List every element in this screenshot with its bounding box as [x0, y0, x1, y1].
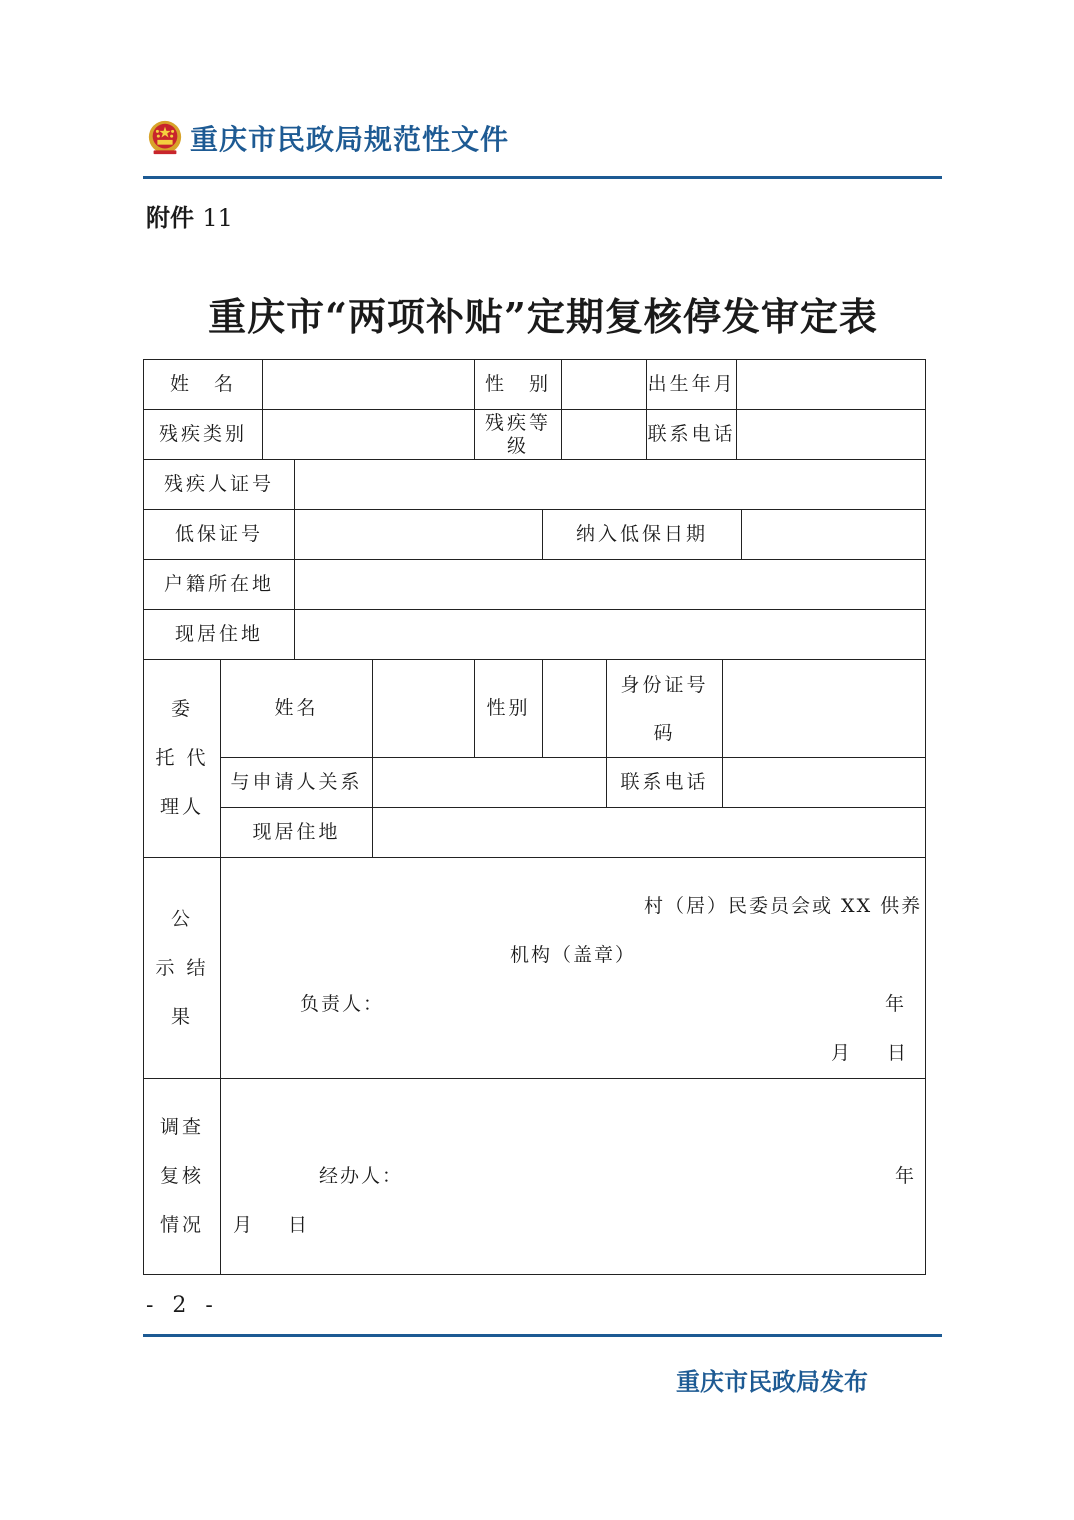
residence-value-cell[interactable] — [295, 610, 926, 660]
survey-year-label: 年 — [895, 1165, 917, 1187]
table-row — [144, 1079, 926, 1275]
national-emblem-icon — [146, 119, 184, 157]
household-label: 户籍所在地 — [144, 560, 295, 610]
agent-section-label — [144, 660, 221, 858]
disability-type-value-cell[interactable] — [263, 410, 475, 460]
table-row — [144, 560, 926, 610]
agent-name-value-cell[interactable] — [373, 660, 475, 758]
table-row — [144, 410, 926, 460]
attachment-number: 11 — [202, 204, 233, 232]
document-title: 重庆市“两项补贴”定期复核停发审定表 — [208, 294, 878, 339]
name-label: 姓 名 — [144, 360, 263, 410]
agent-id-label-line2: 码 — [653, 721, 676, 744]
agent-gender-value-cell[interactable] — [543, 660, 607, 758]
publicity-section-label — [144, 858, 221, 1079]
residence-label: 现居住地 — [144, 610, 295, 660]
header-divider — [143, 176, 942, 179]
disability-level-label: 残疾等级 — [475, 410, 562, 460]
publicity-month-label: 月 — [831, 1042, 853, 1064]
dibao-cert-value-cell[interactable] — [295, 510, 543, 560]
survey-label-line3: 情况 — [159, 1214, 204, 1236]
publicity-org-line1: 村（居）民委员会或 XX 供养 — [644, 895, 923, 917]
survey-day-label: 日 — [288, 1214, 310, 1236]
publicity-label-line1: 公 — [170, 907, 193, 930]
publicity-person-label: 负责人： — [300, 993, 385, 1015]
agent-name-label: 姓名 — [221, 660, 373, 758]
agent-residence-label: 现居住地 — [221, 808, 373, 858]
agent-id-label — [607, 660, 723, 758]
agent-id-label-line1: 身份证号 — [620, 673, 709, 696]
agent-residence-value-cell[interactable] — [373, 808, 926, 858]
header-title: 重庆市民政局规范性文件 — [190, 123, 510, 156]
phone-value-cell[interactable] — [737, 410, 926, 460]
publicity-day-label: 日 — [887, 1042, 909, 1064]
survey-label-line1: 调查 — [159, 1116, 204, 1138]
agent-label-line2: 托 代 — [155, 747, 209, 769]
survey-handler-label: 经办人： — [319, 1165, 404, 1187]
agent-relation-label: 与申请人关系 — [221, 758, 373, 808]
review-form-table — [143, 359, 926, 1275]
publicity-org-line2: 机构（盖章） — [510, 944, 637, 966]
gender-value-cell[interactable] — [562, 360, 647, 410]
table-row — [144, 808, 926, 858]
survey-review-cell[interactable] — [221, 1079, 926, 1275]
birth-label: 出生年月 — [647, 360, 737, 410]
gender-label: 性 别 — [475, 360, 562, 410]
disability-cert-value-cell[interactable] — [295, 460, 926, 510]
dibao-date-value-cell[interactable] — [742, 510, 926, 560]
attachment-label — [146, 198, 233, 233]
agent-id-value-cell[interactable] — [723, 660, 926, 758]
agent-label-line1: 委 — [170, 698, 193, 720]
table-row — [144, 510, 926, 560]
survey-section-label — [144, 1079, 221, 1275]
disability-cert-label: 残疾人证号 — [144, 460, 295, 510]
table-row — [144, 758, 926, 808]
dibao-cert-label: 低保证号 — [144, 510, 295, 560]
publicity-year-label: 年 — [885, 993, 907, 1015]
agent-gender-label: 性别 — [475, 660, 543, 758]
disability-level-value-cell[interactable] — [562, 410, 647, 460]
publicity-result-cell[interactable] — [221, 858, 926, 1079]
document-header — [146, 118, 509, 158]
birth-value-cell[interactable] — [737, 360, 926, 410]
disability-type-label: 残疾类别 — [144, 410, 263, 460]
table-row — [144, 460, 926, 510]
survey-month-label: 月 — [233, 1214, 255, 1236]
agent-phone-label: 联系电话 — [607, 758, 723, 808]
household-value-cell[interactable] — [295, 560, 926, 610]
page-number: - 2 - — [146, 1293, 219, 1318]
table-row — [144, 360, 926, 410]
table-row — [144, 660, 926, 758]
publicity-label-line2: 示 结 — [155, 956, 209, 979]
publicity-label-line3: 果 — [170, 1005, 193, 1028]
dibao-date-label: 纳入低保日期 — [543, 510, 742, 560]
table-row — [144, 858, 926, 1079]
agent-phone-value-cell[interactable] — [723, 758, 926, 808]
phone-label: 联系电话 — [647, 410, 737, 460]
table-row — [144, 610, 926, 660]
agent-label-line3: 理人 — [159, 796, 204, 818]
survey-label-line2: 复核 — [159, 1165, 204, 1187]
attachment-text: 附件 — [146, 204, 194, 232]
publisher-label: 重庆市民政局发布 — [676, 1368, 868, 1396]
name-value-cell[interactable] — [263, 360, 475, 410]
footer-divider — [143, 1334, 942, 1337]
agent-relation-value-cell[interactable] — [373, 758, 607, 808]
